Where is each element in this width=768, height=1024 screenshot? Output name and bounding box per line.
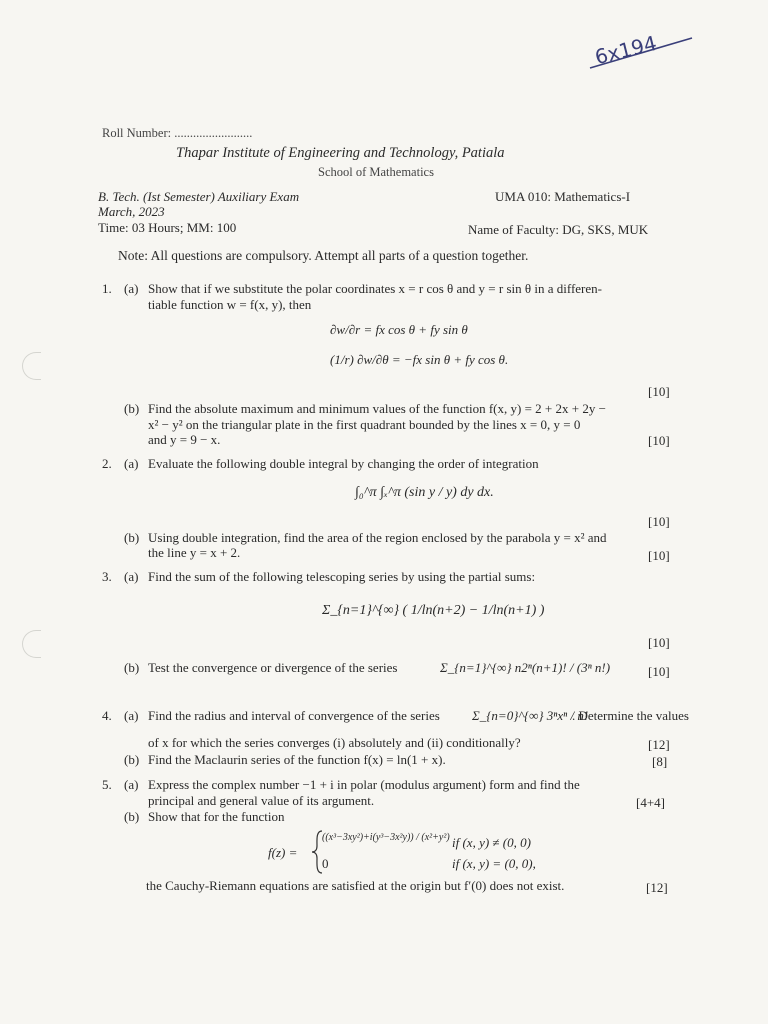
part-label: (b) — [124, 530, 140, 545]
part-label: (b) — [124, 401, 140, 416]
q2b-text: the line y = x + 2. — [148, 545, 241, 560]
margin-mark — [22, 352, 41, 380]
part-label: (b) — [124, 660, 140, 675]
roll-number: Roll Number: ......................... — [102, 126, 253, 140]
q1a-equation-2: (1/r) ∂w/∂θ = −fx sin θ + fy cos θ. — [330, 352, 509, 367]
exam-date: March, 2023 — [98, 204, 165, 219]
part-label: (a) — [124, 708, 139, 723]
svg-text:6x194: 6x194 — [592, 30, 660, 70]
function-case-2: 0 — [322, 856, 329, 871]
q5b-text: Show that for the function — [148, 809, 285, 824]
margin-mark — [22, 630, 41, 658]
q1b-marks: [10] — [648, 433, 670, 448]
q3b-series: Σ_{n=1}^{∞} n2ⁿ(n+1)! / (3ⁿ n!) — [440, 660, 611, 675]
faculty-names: Name of Faculty: DG, SKS, MUK — [468, 222, 649, 237]
q1a-marks: [10] — [648, 384, 670, 399]
q5a-marks: [4+4] — [636, 795, 665, 810]
q2b-text: Using double integration, find the area of the region enclosed by the parabola y = x² and — [148, 530, 607, 545]
function-condition-2: if (x, y) = (0, 0), — [452, 856, 536, 871]
question-number: 3. — [102, 569, 112, 584]
q2a-integral: ∫₀^π ∫ₓ^π (sin y / y) dy dx. — [355, 485, 494, 500]
q1b-text: and y = 9 − x. — [148, 432, 221, 447]
q5b-text: the Cauchy-Riemann equations are satisfied at the origin but f′(0) does not exist. — [146, 878, 565, 893]
part-label: (a) — [124, 569, 139, 584]
q3a-series: Σ_{n=1}^{∞} ( 1/ln(n+2) − 1/ln(n+1) ) — [322, 603, 545, 618]
q3a-marks: [10] — [648, 635, 670, 650]
q1b-text: x² − y² on the triangular plate in the first quadrant bounded by the lines x = 0, y = 0 — [148, 417, 581, 432]
q1b-text: Find the absolute maximum and minimum values of the function f(x, y) = 2 + 2x + 2y − — [148, 401, 606, 416]
q5a-text: principal and general value of its argument. — [148, 793, 375, 808]
function-name: f(z) = — [268, 845, 298, 860]
part-label: (b) — [124, 809, 140, 824]
exam-time: Time: 03 Hours; MM: 100 — [98, 220, 237, 235]
q4a-series: Σ_{n=0}^{∞} 3ⁿxⁿ / n! — [472, 708, 589, 723]
q4a-text: of x for which the series converges (i) absolutely and (ii) conditionally? — [148, 735, 521, 750]
question-number: 4. — [102, 708, 112, 723]
q5b-marks: [12] — [646, 880, 668, 895]
exam-title: B. Tech. (Ist Semester) Auxiliary Exam — [98, 189, 300, 204]
q2a-text: Evaluate the following double integral by changing the order of integration — [148, 456, 539, 471]
part-label: (a) — [124, 281, 139, 296]
q3a-text: Find the sum of the following telescoping series by using the partial sums: — [148, 569, 536, 584]
question-number: 1. — [102, 281, 112, 296]
handwritten-annotation — [588, 22, 698, 72]
q4b-marks: [8] — [652, 754, 668, 769]
q3b-text: Test the convergence or divergence of the series — [148, 660, 398, 675]
part-label: (a) — [124, 456, 139, 471]
q1a-text: tiable function w = f(x, y), then — [148, 297, 312, 312]
q4a-text: . Determine the values — [572, 708, 689, 723]
q5a-text: Express the complex number −1 + i in polar (modulus argument) form and find the — [148, 777, 580, 792]
q4b-text: Find the Maclaurin series of the function f(x) = ln(1 + x). — [148, 752, 446, 767]
q4a-marks: [12] — [648, 737, 670, 752]
part-label: (a) — [124, 777, 139, 792]
school-name: School of Mathematics — [318, 165, 434, 179]
q3b-marks: [10] — [648, 664, 670, 679]
function-condition-1: if (x, y) ≠ (0, 0) — [452, 835, 531, 850]
function-case-1: ((x³−3xy²)+i(y³−3x²y)) / (x²+y²) — [322, 832, 450, 843]
instructions-note: Note: All questions are compulsory. Attempt all parts of a question together. — [118, 248, 529, 263]
question-number: 2. — [102, 456, 112, 471]
institute-name: Thapar Institute of Engineering and Technology, Patiala — [176, 145, 505, 161]
part-label: (b) — [124, 752, 140, 767]
question-number: 5. — [102, 777, 112, 792]
q4a-text: Find the radius and interval of convergence of the series — [148, 708, 440, 723]
q1a-equation-1: ∂w/∂r = fx cos θ + fy sin θ — [330, 322, 468, 337]
course-code: UMA 010: Mathematics-I — [495, 189, 631, 204]
q2b-marks: [10] — [648, 548, 670, 563]
q2a-marks: [10] — [648, 514, 670, 529]
q1a-text: Show that if we substitute the polar coordinates x = r cos θ and y = r sin θ in a differen- — [148, 281, 602, 296]
